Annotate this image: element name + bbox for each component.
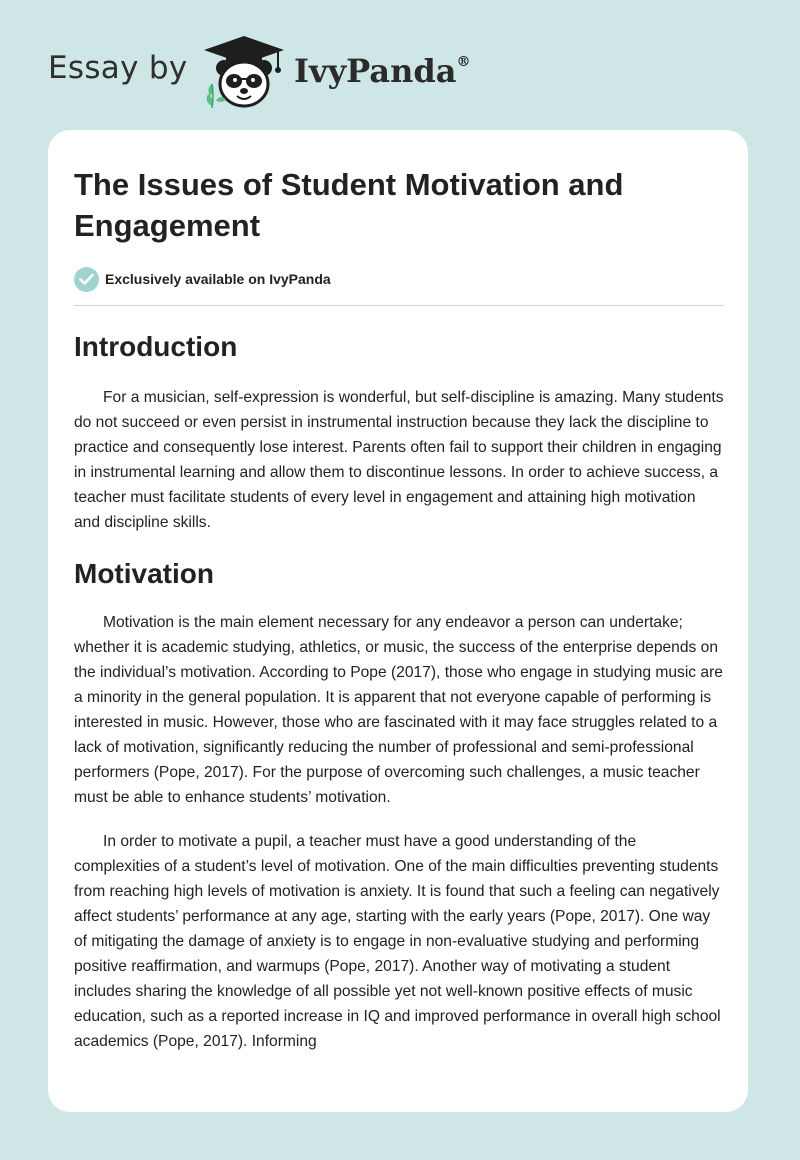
article-title: The Issues of Student Motivation and Engagement	[74, 167, 624, 243]
section-heading-introduction: Introduction	[74, 331, 238, 362]
section-heading-motivation: Motivation	[74, 558, 214, 589]
panda-logo-icon[interactable]	[202, 34, 286, 110]
site-header	[48, 30, 752, 110]
brand-name[interactable]	[294, 52, 470, 90]
essay-by-label: Essay by	[48, 50, 188, 86]
brand-text: IvyPanda	[294, 52, 457, 90]
check-icon	[74, 267, 99, 292]
article-card	[48, 130, 748, 1112]
paragraph-motivation-2: In order to motivate a pupil, a teacher must have a good understanding of the complexities of a student’s level of motivation. One of the main difficulties preventing students from reaching high levels of motivation is anxiety. It is found that such a feeling can negatively affect students’ performance at any age, starting with the early years (Pope, 2017). One way of mitigating the damage of anxiety is to engage in non-evaluative studying and performing positive reaffirmation, and warmups (Pope, 2017). Another way of motivating a student includes sharing the knowledge of all possible yet not well-known positive effects of music education, such as a reported increase in IQ and improved performance in overall high school academics (Pope, 2017). Informing	[74, 833, 721, 1050]
paragraph-introduction-1: For a musician, self-expression is wonderful, but self-discipline is amazing. Many students do not succeed or even persist in instrumental instruction because they lack the discipline to practice and consequently lose interest. Parents often fail to support their children in engaging in instrumental learning and allow them to discontinue lessons. In order to achieve success, a teacher must facilitate students of every level in engagement and attaining high motivation and discipline skills.	[74, 389, 724, 531]
registered-mark: ®	[456, 54, 471, 70]
paragraph-motivation-1: Motivation is the main element necessary for any endeavor a person can undertake; whether it is academic studying, athletics, or music, the success of the enterprise depends on the individual’s motivation. According to Pope (2017), those who engage in studying music are a minority in the general population. It is apparent that not everyone capable of performing is interested in music. However, those who are fascinated with it may face struggles related to a lack of motivation, significantly reducing the number of professional and semi-professional performers (Pope, 2017). For the purpose of overcoming such challenges, a music teacher must be able to enhance students’ motivation.	[74, 614, 723, 806]
article-content	[74, 164, 724, 1054]
exclusive-text: Exclusively available on IvyPanda	[105, 271, 331, 287]
title-divider	[74, 305, 724, 306]
exclusive-badge	[74, 266, 724, 292]
